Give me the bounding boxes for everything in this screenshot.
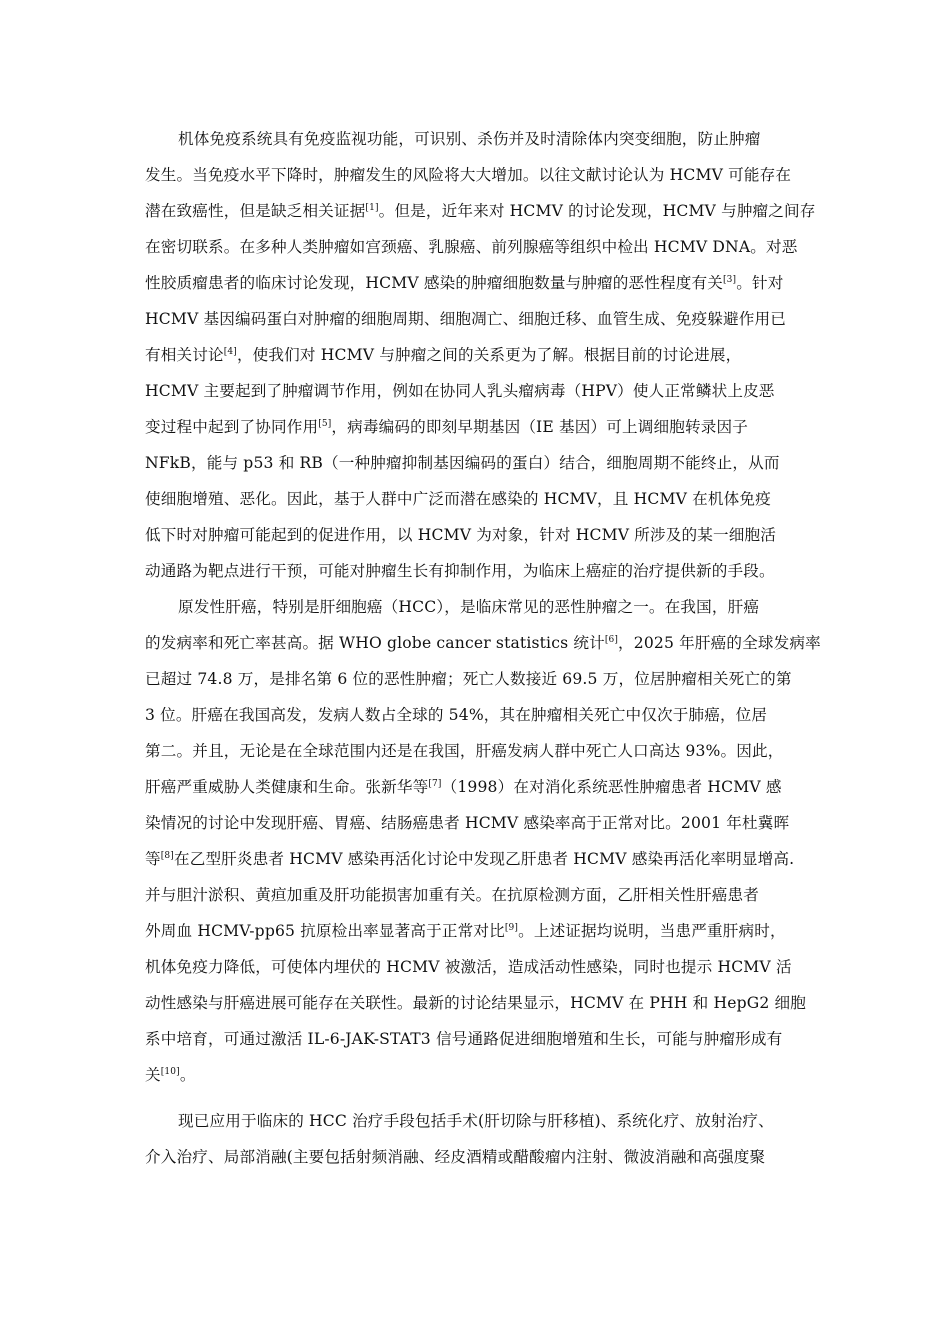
text-segment: 现已应用于临床的 HCC 治疗手段包括手术(肝切除与肝移植)、系统化疗、放射治疗、 [178, 1112, 774, 1130]
text-segment: 第二。并且，无论是在全球范围内还是在我国，肝癌发病人群中死亡人口高达 93%。因此， [145, 742, 784, 760]
text-line [145, 487, 771, 511]
text-line [145, 991, 806, 1015]
text-segment: ，使我们对 HCMV 与肿瘤之间的关系更为了解。根据目前的讨论进展， [236, 346, 742, 364]
text-segment: 机体免疫力降低，可使体内埋伏的 HCMV 被激活，造成活动性感染，同时也提示 HCMV 活 [145, 958, 792, 976]
text-segment: 染情况的讨论中发现肝癌、胃癌、结肠癌患者 HCMV 感染率高于正常对比。2001 年杜冀晖 [145, 814, 790, 832]
text-segment: 发生。当免疫水平下降时，肿瘤发生的风险将大大增加。以往文献讨论认为 HCMV 可能存在 [145, 166, 792, 184]
text-segment: 机体免疫系统具有免疫监视功能，可识别、杀伤并及时清除体内突变细胞，防止肿瘤 [178, 130, 761, 148]
text-line [145, 703, 767, 727]
text-line [145, 739, 783, 763]
text-segment: 变过程中起到了协同作用 [145, 418, 319, 436]
text-line [145, 1145, 765, 1169]
text-line [145, 451, 780, 475]
text-segment: 低下时对肿瘤可能起到的促进作用，以 HCMV 为对象，针对 HCMV 所涉及的某一细胞活 [145, 526, 776, 544]
citation-ref: [6] [604, 634, 619, 645]
text-line [145, 199, 816, 223]
text-line [178, 1109, 774, 1133]
text-line [145, 1063, 196, 1087]
text-line [145, 163, 791, 187]
text-line [145, 343, 741, 367]
citation-ref: [4] [223, 346, 237, 357]
text-line [145, 1027, 782, 1051]
text-line [145, 811, 789, 835]
text-segment: 等 [145, 850, 161, 868]
text-line [145, 379, 775, 403]
text-segment: 已超过 74.8 万，是排名第 6 位的恶性肿瘤；死亡人数接近 69.5 万，位居肿瘤相关死亡的第 [145, 670, 792, 688]
text-line [145, 919, 786, 943]
text-segment: 系中培育，可通过激活 IL-6-JAK-STAT3 信号通路促进细胞增殖和生长，可能与肿瘤形成有 [145, 1030, 783, 1048]
text-segment: 的发病率和死亡率甚高。据 WHO globe cancer statistics 统计 [145, 634, 605, 652]
citation-ref: [8] [160, 850, 174, 861]
text-segment: 有相关讨论 [145, 346, 224, 364]
text-segment: NFkB，能与 p53 和 RB（一种肿瘤抑制基因编码的蛋白）结合，细胞周期不能终止，从而 [145, 454, 780, 472]
text-segment: 。但是，近年来对 HCMV 的讨论发现，HCMV 与肿瘤之间存 [378, 202, 816, 220]
text-line [145, 667, 792, 691]
text-segment: 关 [145, 1066, 161, 1084]
text-line [178, 127, 761, 151]
text-line [145, 955, 792, 979]
text-segment: HCMV 基因编码蛋白对肿瘤的细胞周期、细胞凋亡、细胞迁移、血管生成、免疫躲避作用已 [145, 310, 786, 328]
text-segment: 在乙型肝炎患者 HCMV 感染再活化讨论中发现乙肝患者 HCMV 感染再活化率明显增高. [173, 850, 795, 868]
text-line [145, 271, 783, 295]
text-line [145, 883, 759, 907]
text-segment: ，2025 年肝癌的全球发病率 [618, 634, 821, 652]
text-segment: 动性感染与肝癌进展可能存在关联性。最新的讨论结果显示，HCMV 在 PHH 和 HepG2 细胞 [145, 994, 807, 1012]
citation-ref: [5] [318, 418, 332, 429]
text-line [145, 415, 748, 439]
citation-ref: [7] [428, 778, 442, 789]
text-segment: 。针对 [736, 274, 784, 292]
text-line [145, 847, 794, 871]
text-segment: 介入治疗、局部消融(主要包括射频消融、经皮酒精或醋酸瘤内注射、微波消融和高强度聚 [145, 1148, 766, 1166]
text-segment: （1998）在对消化系统恶性肿瘤患者 HCMV 感 [441, 778, 782, 796]
text-segment: 动通路为靶点进行干预，可能对肿瘤生长有抑制作用，为临床上癌症的治疗提供新的手段。 [145, 562, 775, 580]
text-line [145, 631, 821, 655]
citation-ref: [3] [723, 274, 737, 285]
text-line [145, 307, 786, 331]
text-line [145, 235, 797, 259]
text-segment: 性胶质瘤患者的临床讨论发现，HCMV 感染的肿瘤细胞数量与肿瘤的恶性程度有关 [145, 274, 724, 292]
text-segment: 并与胆汁淤积、黄疸加重及肝功能损害加重有关。在抗原检测方面，乙肝相关性肝癌患者 [145, 886, 760, 904]
text-line [178, 595, 759, 619]
text-segment: 使细胞增殖、恶化。因此，基于人群中广泛而潜在感染的 HCMV，且 HCMV 在机体免疫 [145, 490, 771, 508]
text-line [145, 523, 776, 547]
citation-ref: [9] [504, 922, 519, 933]
citation-ref: [10] [160, 1066, 180, 1077]
text-segment: HCMV 主要起到了肿瘤调节作用，例如在协同人乳头瘤病毒（HPV）使人正常鳞状上皮恶 [145, 382, 775, 400]
text-segment: 外周血 HCMV-pp65 抗原检出率显著高于正常对比 [145, 922, 505, 940]
text-segment: 。上述证据均说明，当患严重肝病时， [518, 922, 786, 940]
text-segment: 3 位。肝癌在我国高发，发病人数占全球的 54%，其在肿瘤相关死亡中仅次于肺癌，位居 [145, 706, 768, 724]
text-line [145, 775, 782, 799]
text-segment: 在密切联系。在多种人类肿瘤如宫颈癌、乳腺癌、前列腺癌等组织中检出 HCMV DNA。对恶 [145, 238, 798, 256]
text-segment: ，病毒编码的即刻早期基因（IE 基因）可上调细胞转录因子 [331, 418, 748, 436]
text-line [145, 559, 775, 583]
text-segment: 原发性肝癌，特别是肝细胞癌（HCC），是临床常见的恶性肿瘤之一。在我国，肝癌 [178, 598, 760, 616]
text-segment: 。 [179, 1066, 196, 1084]
text-segment: 肝癌严重威胁人类健康和生命。张新华等 [145, 778, 429, 796]
text-segment: 潜在致癌性，但是缺乏相关证据 [145, 202, 366, 220]
citation-ref: [1] [365, 202, 379, 213]
